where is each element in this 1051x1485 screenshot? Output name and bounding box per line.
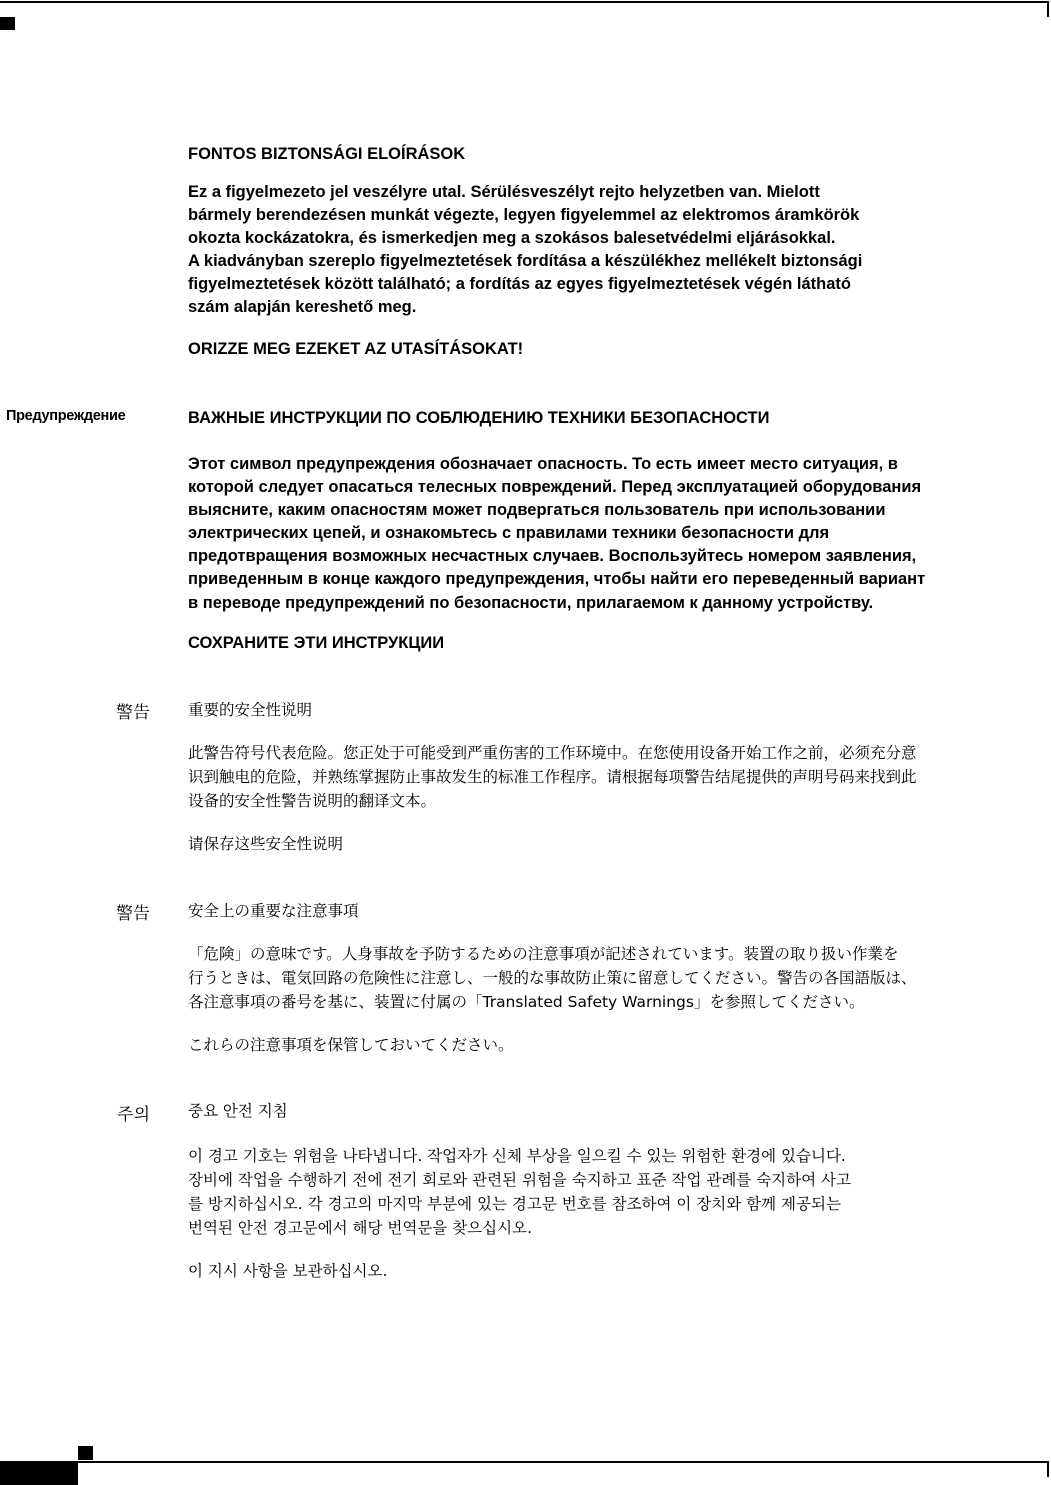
section-content	[188, 900, 1043, 1056]
body-line: A kiadványban szereplo figyelmeztetések fordítása a készülékhez mellékelt biztonsági	[188, 252, 863, 271]
section-heading: FONTOS BIZTONSÁGI ELOÍRÁSOK	[188, 145, 466, 163]
body-line: bármely berendezésen munkát végezte, legyen figyelemmel az elektromos áramkörök	[188, 206, 860, 225]
body-line: 识到触电的危险，并熟练掌握防止事故发生的标准工作程序。请根据每项警告结尾提供的声明号码来找到此	[188, 768, 917, 786]
warning-label: 警告	[116, 904, 150, 924]
body-line: 各注意事項の番号を基に、装置に付属の「Translated Safety Warnings」を参照してください。	[188, 993, 865, 1011]
body-line: 行うときは、電気回路の危険性に注意し、一般的な事故防止策に留意してください。警告の各国語版は、	[188, 969, 917, 987]
section-heading: ВАЖНЫЕ ИНСТРУКЦИИ ПО СОБЛЮДЕНИЮ ТЕХНИКИ БЕЗОПАСНОСТИ	[188, 409, 770, 427]
section-content	[188, 143, 1043, 360]
section-closing: 이 지시 사항을 보관하십시오.	[188, 1262, 388, 1280]
bottom-corner-marker-small	[78, 1446, 93, 1460]
body-line: выясните, каким опасностям может подвергаться пользователь при использовании	[188, 501, 886, 520]
section-body	[188, 942, 1043, 1014]
bottom-corner-marker-large	[0, 1461, 78, 1485]
top-rule-tick	[1047, 1, 1049, 17]
body-line: okozta kockázatokra, és ismerkedjen meg a szokásos balesetvédelmi eljárásokkal.	[188, 229, 836, 248]
section-content	[188, 1100, 1043, 1282]
section-closing: СОХРАНИТЕ ЭТИ ИНСТРУКЦИИ	[188, 633, 445, 652]
section-closing: 请保存这些安全性说明	[188, 835, 344, 853]
section-body	[188, 741, 1043, 813]
warning-label: 주의	[117, 1105, 150, 1125]
body-line: 「危険」の意味です。人身事故を予防するための注意事項が記述されています。装置の取り扱い作業を	[188, 945, 899, 963]
section-closing: ORIZZE MEG EZEKET AZ UTASÍTÁSOKAT!	[188, 339, 524, 358]
body-line: Ez a figyelmezeto jel veszélyre utal. Sérülésveszélyt rejto helyzetben van. Mielott	[188, 183, 820, 201]
bottom-rule-tick	[1047, 1461, 1049, 1477]
warning-label: Предупреждение	[6, 408, 126, 424]
body-line: szám alapján kereshető meg.	[188, 298, 417, 317]
body-line: которой следует опасаться телесных повреждений. Перед эксплуатацией оборудования	[188, 478, 922, 497]
warning-label: 警告	[116, 703, 150, 723]
section-heading: 安全上の重要な注意事項	[188, 902, 359, 920]
body-line: предотвращения возможных несчастных случаев. Воспользуйтесь номером заявления,	[188, 547, 917, 566]
section-closing: これらの注意事項を保管しておいてください。	[188, 1036, 514, 1054]
body-line: 번역된 안전 경고문에서 해당 번역문을 찾으십시오.	[188, 1219, 532, 1237]
body-line: 此警告符号代表危险。您正处于可能受到严重伤害的工作环境中。在您使用设备开始工作之前，必须充分意	[188, 744, 917, 762]
section-content	[188, 407, 1043, 654]
body-line: figyelmeztetések között található; a fordítás az egyes figyelmeztetések végén látható	[188, 275, 851, 294]
top-rule	[0, 1, 1049, 3]
section-content	[188, 699, 1043, 855]
bottom-rule	[78, 1461, 1049, 1463]
body-line: в переводе предупреждений по безопасности, прилагаемом к данному устройству.	[188, 593, 874, 612]
section-body	[188, 1144, 1043, 1240]
body-line: 를 방지하십시오. 각 경고의 마지막 부분에 있는 경고문 번호를 참조하여 이 장치와 함께 제공되는	[188, 1195, 841, 1213]
body-line: Этот символ предупреждения обозначает опасность. То есть имеет место ситуация, в	[188, 455, 898, 473]
body-line: электрических цепей, и ознакомьтесь с правилами техники безопасности для	[188, 524, 830, 543]
section-body	[188, 181, 1043, 320]
body-line: 이 경고 기호는 위험을 나타냅니다. 작업자가 신체 부상을 일으킬 수 있는 위험한 환경에 있습니다.	[188, 1147, 846, 1165]
section-body	[188, 453, 1043, 615]
body-line: 设备的安全性警告说明的翻译文本。	[188, 792, 437, 810]
section-heading: 重要的安全性说明	[188, 701, 313, 719]
top-corner-marker	[0, 17, 15, 30]
body-line: приведенным в конце каждого предупреждения, чтобы найти его переведенный вариант	[188, 570, 926, 589]
section-heading: 중요 안전 지침	[188, 1102, 288, 1120]
body-line: 장비에 작업을 수행하기 전에 전기 회로와 관련된 위험을 숙지하고 표준 작업 관례를 숙지하여 사고	[188, 1171, 851, 1189]
